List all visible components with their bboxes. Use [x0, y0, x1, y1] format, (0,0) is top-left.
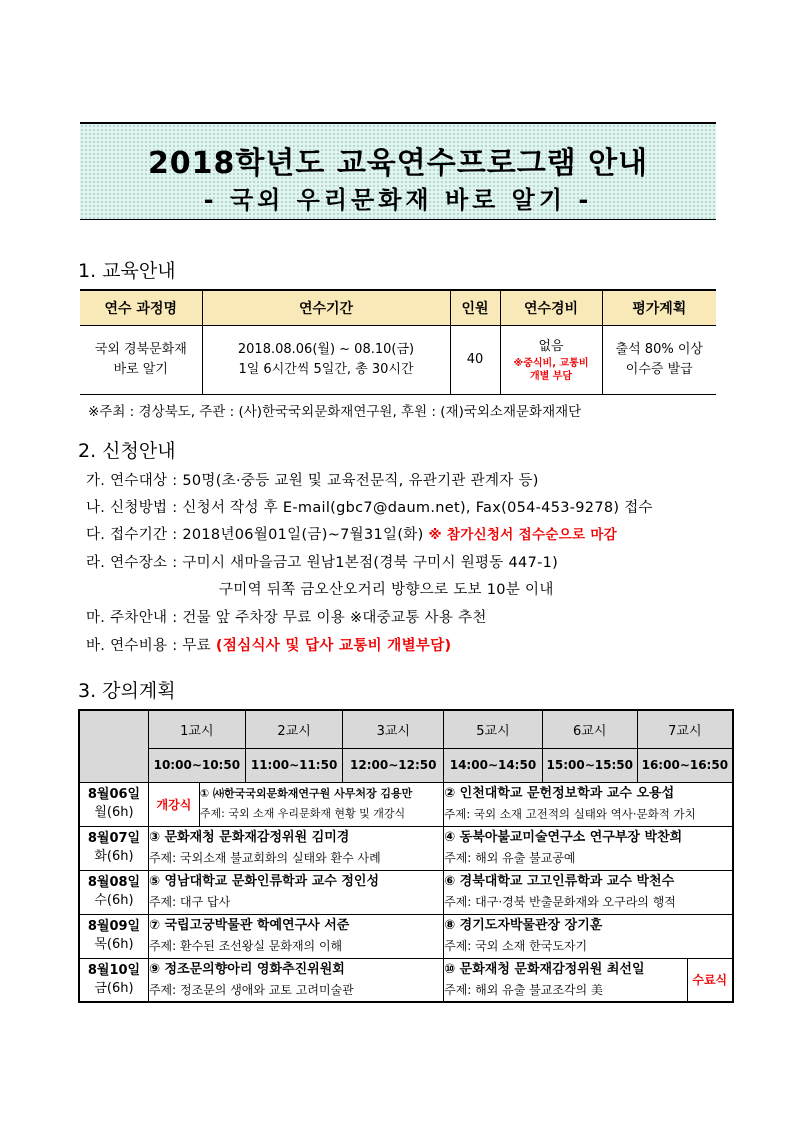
lecture-title: ⑩ 문화재청 문화재감정위원 최선일: [444, 961, 645, 977]
table-header-row: [80, 290, 716, 326]
schedule-row: [79, 958, 733, 1002]
day-weekday: 수(6h): [94, 893, 134, 908]
header-period: 연수기간: [202, 290, 450, 326]
application-fee-text: 바. 연수비용 : 무료: [86, 638, 211, 654]
afternoon-lecture: [444, 958, 687, 1002]
application-item-method: 나. 신청방법 : 신청서 작성 후 E-mail(gbc7@daum.net), Fax(054-453-9278) 접수: [86, 500, 653, 516]
period-hours: 1일 6시간씩 5일간, 총 30시간: [238, 362, 414, 377]
lecture-topic: 주제: 국외소재 불교회화의 실태와 환수 사례: [148, 851, 381, 865]
morning-lecture: [199, 782, 443, 826]
day-date: 8월09일: [87, 919, 141, 934]
afternoon-lecture: [444, 782, 733, 826]
page-subtitle: - 국외 우리문화재 바로 알기 -: [203, 186, 593, 214]
day-date: 8월08일: [87, 875, 141, 890]
lecture-topic: 주제: 해외 유출 불교공예: [444, 851, 576, 865]
section-heading-application: 2. 신청안내: [78, 440, 176, 462]
application-period-text: 다. 접수기간 : 2018년06월01일(금)~7월31일(화): [86, 527, 424, 543]
period-header: 7교시: [637, 710, 733, 748]
times-row: [79, 748, 733, 782]
lecture-title: ① ㈔한국국외문화재연구원 사무처장 김용만: [199, 787, 413, 800]
closing-ceremony-badge: 수료식: [687, 958, 733, 1002]
evaluation-line: 출석 80% 이상: [615, 342, 703, 357]
cost-note: 개별 부담: [529, 371, 573, 382]
schedule-row: [79, 782, 733, 826]
lecture-title: ⑧ 경기도자박물관장 장기훈: [444, 918, 603, 933]
period-header: 5교시: [444, 710, 543, 748]
periods-row: [79, 710, 733, 748]
application-item-venue: 라. 연수장소 : 구미시 새마을금고 원남1본점(경북 구미시 원평동 447-1): [86, 555, 559, 571]
period-dates: 2018.08.06(월) ~ 08.10(금): [237, 342, 415, 357]
lecture-schedule-table: [78, 709, 734, 1003]
lecture-topic: 주제: 대구·경북 반출문화재와 오구라의 행적: [444, 895, 676, 909]
morning-lecture: [148, 870, 443, 914]
morning-lecture: [148, 826, 443, 870]
lecture-topic: 주제: 국외 소재 우리문화재 현황 및 개강식: [199, 807, 406, 820]
page-title: 2018학년도 교육연수프로그램 안내: [147, 146, 649, 181]
morning-lecture: [148, 914, 443, 958]
lecture-title: ⑥ 경북대학교 고고인류학과 교수 박천수: [444, 874, 675, 889]
application-item-venue-directions: 구미역 뒤쪽 금오산오거리 방향으로 도보 10분 이내: [219, 582, 554, 598]
day-date: 8월10일: [87, 962, 141, 978]
day-weekday: 화(6h): [94, 849, 134, 864]
period-cell: [202, 326, 450, 395]
application-item-target: 가. 연수대상 : 50명(초·중등 교원 및 교육전문직, 유관기관 관계자 등): [86, 473, 539, 489]
header-cost: 연수경비: [500, 290, 602, 326]
lecture-topic: 주제: 정조문의 생애와 교토 고려미술관: [148, 982, 354, 997]
afternoon-lecture: [444, 870, 733, 914]
day-cell: [79, 826, 148, 870]
header-course: 연수 과정명: [80, 290, 202, 326]
application-item-fee: [86, 634, 451, 655]
schedule-row: [79, 914, 733, 958]
section-heading-education: 1. 교육안내: [78, 260, 176, 282]
schedule-row: [79, 826, 733, 870]
sponsor-note: ※주최 : 경상북도, 주관 : (사)한국국외문화재연구원, 후원 : (재)국외소재문화재재단: [88, 404, 582, 420]
header-count: 인원: [450, 290, 500, 326]
time-header: 16:00∼16:50: [637, 748, 733, 782]
education-info-table: [80, 289, 716, 395]
course-cell: [80, 326, 202, 395]
period-header: 1교시: [148, 710, 245, 748]
day-date: 8월06일: [87, 787, 141, 802]
title-banner: [80, 122, 716, 220]
period-header: 6교시: [542, 710, 637, 748]
day-cell: [79, 782, 148, 826]
day-weekday: 월(6h): [94, 805, 134, 820]
time-header: 10:00∼10:50: [148, 748, 245, 782]
application-item-parking: 마. 주차안내 : 건물 앞 주차장 무료 이용 ※대중교통 사용 추천: [86, 610, 487, 626]
lecture-topic: 주제: 해외 유출 불교조각의 美: [444, 982, 603, 997]
period-header: 2교시: [245, 710, 343, 748]
lecture-title: ⑨ 정조문의향아리 영화추진위원회: [148, 961, 345, 977]
opening-ceremony-badge: 개강식: [148, 782, 199, 826]
lecture-topic: 주제: 대구 답사: [148, 895, 231, 909]
lecture-title: ④ 동북아불교미술연구소 연구부장 박찬희: [444, 830, 683, 845]
corner-cell: [79, 710, 148, 782]
morning-lecture: [148, 958, 443, 1002]
lecture-title: ⑦ 국립고궁박물관 학예연구사 서준: [148, 918, 350, 933]
day-date: 8월07일: [87, 831, 141, 846]
course-name-line: 국외 경북문화재: [94, 342, 187, 357]
cost-note: ※중식비, 교통비: [513, 358, 589, 369]
application-item-period: [86, 523, 617, 544]
lecture-title: ③ 문화재청 문화재감정위원 김미경: [148, 830, 350, 845]
afternoon-lecture: [444, 914, 733, 958]
day-weekday: 금(6h): [94, 980, 134, 996]
day-weekday: 목(6h): [94, 937, 134, 952]
lecture-topic: 주제: 환수된 조선왕실 문화재의 이해: [148, 939, 343, 953]
section-heading-lectures: 3. 강의계획: [78, 680, 176, 702]
afternoon-lecture: [444, 826, 733, 870]
lecture-topic: 주제: 국외 소재 한국도자기: [444, 939, 588, 953]
day-cell: [79, 958, 148, 1002]
cost-cell: [500, 326, 602, 395]
evaluation-cell: [602, 326, 716, 395]
table-row: [80, 326, 716, 395]
lecture-title: ② 인천대학교 문헌정보학과 교수 오용섭: [444, 786, 675, 801]
day-cell: [79, 870, 148, 914]
evaluation-line: 이수증 발급: [625, 362, 693, 377]
course-name-line: 바로 알기: [113, 362, 168, 377]
lecture-title: ⑤ 영남대학교 문화인류학과 교수 정인성: [148, 874, 380, 889]
header-evaluation: 평가계획: [602, 290, 716, 326]
day-cell: [79, 914, 148, 958]
period-header: 3교시: [343, 710, 444, 748]
cost-value: 없음: [538, 339, 564, 354]
count-cell: 40: [450, 326, 500, 395]
application-fee-note: (점심식사 및 답사 교통비 개별부담): [215, 638, 452, 654]
schedule-row: [79, 870, 733, 914]
time-header: 11:00∼11:50: [245, 748, 343, 782]
time-header: 12:00∼12:50: [343, 748, 444, 782]
time-header: 15:00∼15:50: [542, 748, 637, 782]
time-header: 14:00∼14:50: [444, 748, 543, 782]
application-deadline-note: ※ 참가신청서 접수순으로 마감: [428, 527, 617, 543]
lecture-topic: 주제: 국외 소재 고전적의 실태와 역사·문화적 가치: [444, 807, 696, 821]
